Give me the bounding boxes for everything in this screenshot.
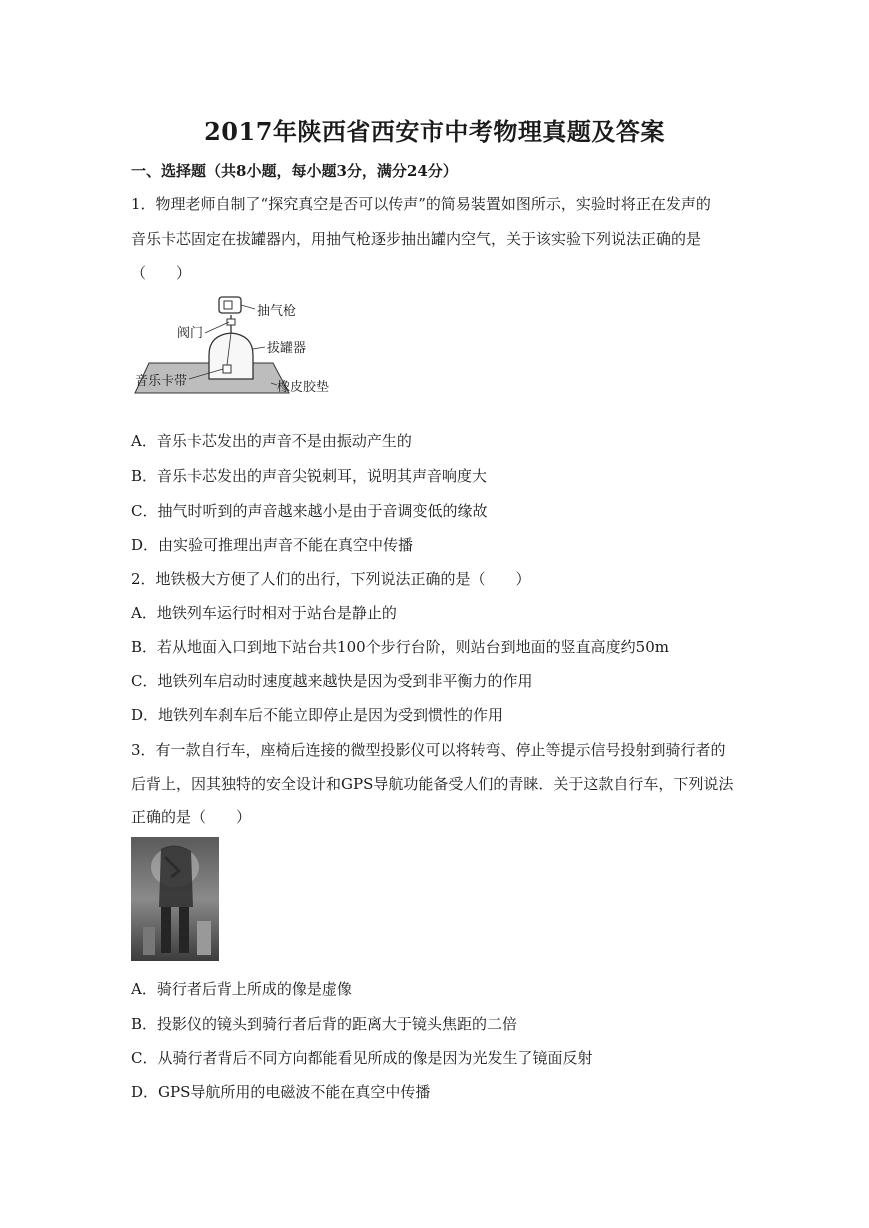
label-valve: 阀门 bbox=[177, 326, 204, 341]
q1-stem-line-1: 1．物理老师自制了“探究真空是否可以传声”的简易装置如图所示，实验时将正在发声的 bbox=[131, 195, 711, 213]
q2-option-b: B．若从地面入口到地下站台共100个步行台阶，则站台到地面的竖直高度约50m bbox=[131, 638, 669, 656]
rider-leg-right bbox=[179, 907, 189, 953]
q3-option-d: D．GPS导航所用的电磁波不能在真空中传播 bbox=[131, 1083, 431, 1101]
q1-option-a: A．音乐卡芯发出的声音不是由振动产生的 bbox=[131, 432, 412, 450]
q3-bicycle-photo bbox=[131, 837, 219, 961]
label-music-chip: 音乐卡带 bbox=[135, 374, 188, 389]
q1-option-b: B．音乐卡芯发出的声音尖锐刺耳，说明其声音响度大 bbox=[131, 467, 488, 485]
label-cup: 拔罐器 bbox=[267, 341, 307, 356]
street-post bbox=[143, 927, 155, 955]
q2-option-c: C．地铁列车启动时速度越来越快是因为受到非平衡力的作用 bbox=[131, 672, 533, 690]
cyclist-photo-image bbox=[131, 837, 219, 961]
q2-option-a: A．地铁列车运行时相对于站台是静止的 bbox=[131, 604, 397, 622]
music-chip-shape bbox=[223, 365, 231, 373]
rider-body bbox=[159, 845, 193, 907]
label-pad: 橡皮胶垫 bbox=[277, 380, 330, 395]
q1-stem-line-2: 音乐卡芯固定在拔罐器内，用抽气枪逐步抽出罐内空气，关于该实验下列说法正确的是 bbox=[131, 230, 702, 248]
q3-stem-line-1: 3．有一款自行车，座椅后连接的微型投影仪可以将转弯、停止等提示信号投射到骑行者的 bbox=[131, 741, 726, 759]
pump-leader bbox=[241, 305, 255, 309]
cup-leader bbox=[253, 347, 265, 349]
valve-leader bbox=[205, 322, 229, 333]
q3-stem-line-2: 后背上，因其独特的安全设计和GPS导航功能备受人们的青睐．关于这款自行车，下列说法 bbox=[131, 775, 734, 793]
section-heading: 一、选择题（共8小题，每小题3分，满分24分） bbox=[131, 162, 458, 180]
label-pump: 抽气枪 bbox=[257, 304, 297, 319]
q1-option-c: C．抽气时听到的声音越来越小是由于音调变低的缘故 bbox=[131, 502, 488, 520]
pump-inner bbox=[224, 301, 232, 309]
q2-option-d: D．地铁列车刹车后不能立即停止是因为受到惯性的作用 bbox=[131, 706, 504, 724]
q3-option-a: A．骑行者后背上所成的像是虚像 bbox=[131, 980, 352, 998]
q3-stem-line-3: 正确的是（ ） bbox=[131, 808, 252, 826]
q1-apparatus-figure bbox=[131, 293, 341, 403]
document-title: 2017年陕西省西安市中考物理真题及答案 bbox=[204, 117, 665, 146]
vacuum-apparatus-diagram bbox=[131, 293, 341, 403]
q2-stem: 2．地铁极大方便了人们的出行，下列说法正确的是（ ） bbox=[131, 570, 531, 588]
q3-option-c: C．从骑行者背后不同方向都能看见所成的像是因为光发生了镜面反射 bbox=[131, 1049, 593, 1067]
background-object bbox=[197, 921, 211, 955]
rider-leg-left bbox=[161, 907, 171, 953]
q1-option-d: D．由实验可推理出声音不能在真空中传播 bbox=[131, 536, 414, 554]
q3-option-b: B．投影仪的镜头到骑行者后背的距离大于镜头焦距的二倍 bbox=[131, 1015, 518, 1033]
q1-stem-line-3: （ ） bbox=[131, 264, 192, 282]
